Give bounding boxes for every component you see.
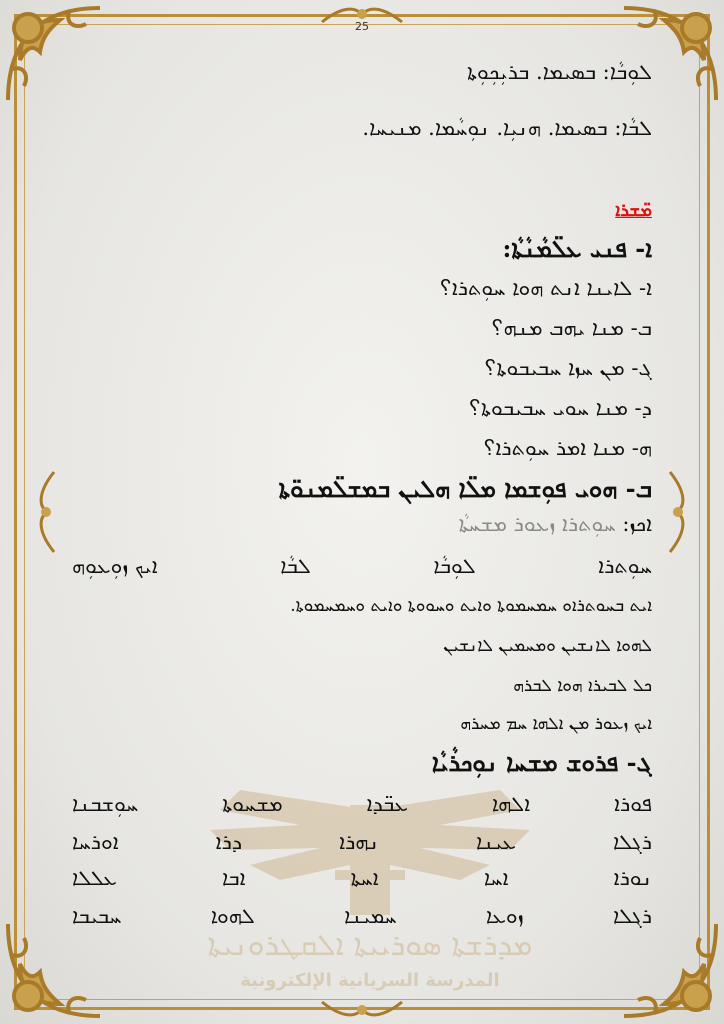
grid-word: ܢܘܪܐ xyxy=(613,866,652,890)
grid-word: ܪܓܠܐ xyxy=(612,830,652,854)
grid-word: ܚܘܼܫܒܢܐ xyxy=(72,792,139,816)
grid-word: ܚܒܝܒܐ xyxy=(72,904,122,928)
sentence-1: ܐܝܬ ܒܚܘܬܪܐܘ ܚܡܚܡܘܬܐ ܘܐܝܬ ܘܚܘܘܬܐ ܘܐܝܬ ܘܚܡܚܡܘܬܐ. xyxy=(290,596,652,616)
word-grid-row-1 xyxy=(72,792,652,817)
question-3: ܓ- ܡܢ ܚܙܐ ܚܒܝܒܘܬܐ؟ xyxy=(484,356,652,380)
question-1: ܐ- ܠܐܝܢܐ ܐܢܬ ܗܘܐ ܚܘܼܬܪܐ؟ xyxy=(440,276,652,300)
watermark-arabic-text: المدرسة السريانية الإلكترونية xyxy=(240,970,500,991)
grid-word: ܐܘܪܚܐ xyxy=(72,830,119,854)
sentence-4: ܐܝܟ ܙܥܘܪ ܡܢ ܐܠܗܐ ܚܡ ܡܚܪܗ xyxy=(460,714,652,734)
grid-word: ܐܚܬܐ xyxy=(350,866,379,890)
word-item: ܚܘܼܬܪܐ xyxy=(598,554,652,578)
grid-word: ܠܗܘܐ xyxy=(210,904,255,928)
vocab-line-2: ܠܒܵܐ: ܒܣܝܡܐ. ܗܢܝܼܐ. ܢܘܼܚܵܡܐ. ܡܢܝܚܐ. xyxy=(362,116,652,140)
word-grid-row-3 xyxy=(72,866,652,891)
exercises-title: ܡ̈ܫܪܐ xyxy=(615,200,652,221)
watermark-syriac-text: ܡܕܪܫܬܐ ܣܘܪܝܝܬܐ ܐܠܩܛܪܘܢܝܬܐ xyxy=(207,928,533,963)
word-grid-row-2 xyxy=(72,830,652,855)
grid-word: ܡܫܚܘܬܐ xyxy=(222,792,283,816)
question-5: ܗ- ܡܢܐ ܐܡܪ ܚܘܼܬܪܐ؟ xyxy=(483,436,652,460)
grid-word: ܐܚܐ xyxy=(483,866,509,890)
grid-word: ܢܗܪܐ xyxy=(339,830,379,854)
word-row-1 xyxy=(72,554,652,579)
page-number: 25 xyxy=(355,20,369,33)
example-text: ܚܘܼܬܪܐ ܙܥܘܪ ܡܫܚܬܵܐ xyxy=(458,512,616,536)
grid-word: ܥܒ̈ܕܐ xyxy=(366,792,408,816)
exercise-heading-3: ܓ- ܦܪܘܫ ܡܫܚܐ ܢܘܼܟܪܵܝܵܐ xyxy=(431,748,652,777)
grid-word: ܥܠܠܐ xyxy=(72,866,117,890)
exercise-heading-2: ܒ- ܗܘܝ ܦܘܼܫܡܐ ܡܠ̈ܐ ܗܠܝܢ ܒܡܫܠ̈ܡܢܘ̈ܬܐ xyxy=(278,474,652,503)
question-4: ܕ- ܡܢܐ ܚܘܝ ܚܒܝܒܘܬܐ؟ xyxy=(469,396,652,420)
example-line xyxy=(459,512,652,537)
question-2: ܒ- ܡܢܐ ܝܗܒ ܡܢܗ؟ xyxy=(491,316,652,340)
word-item: ܠܒܵܐ xyxy=(280,554,311,578)
word-grid-row-4 xyxy=(72,904,652,929)
grid-word: ܥܝܢܐ xyxy=(475,830,516,854)
grid-word: ܦܘܪܐ xyxy=(614,792,652,816)
exercise-heading-1: ܐ- ܦܢܝ ܥܠ̈ܡܵܢܵܬܵܐ: xyxy=(502,234,652,263)
grid-word: ܙܘܥܐ xyxy=(485,904,524,928)
vocab-line-1: ܠܘܼܒܵܐ: ܒܣܝܡܐ. ܒܪܝܼܟܼܘܼܬܐ xyxy=(466,60,652,84)
grid-word: ܐܠܗܐ xyxy=(491,792,531,816)
word-item: ܐܝܟ ܙܘܼܥܘܼܗ xyxy=(72,554,158,578)
word-item: ܠܘܼܒܵܐ xyxy=(433,554,476,578)
example-label: ܐܟܙ: xyxy=(622,512,652,536)
grid-word: ܚܡܝܢܐ xyxy=(344,904,397,928)
grid-word: ܕܪܐ xyxy=(215,830,243,854)
sentence-2: ܠܗܘܐ ܠܐܢܫܝܢ ܘܡܚܡܝܢ ܠܐܢܫܝܢ xyxy=(443,636,652,656)
grid-word: ܐܒܐ xyxy=(221,866,246,890)
grid-word: ܪܓܠܐ xyxy=(612,904,652,928)
sentence-3: ܟܠ ܠܒܝܪܐ ܗܘܐ ܠܒܪܗ xyxy=(513,676,652,696)
